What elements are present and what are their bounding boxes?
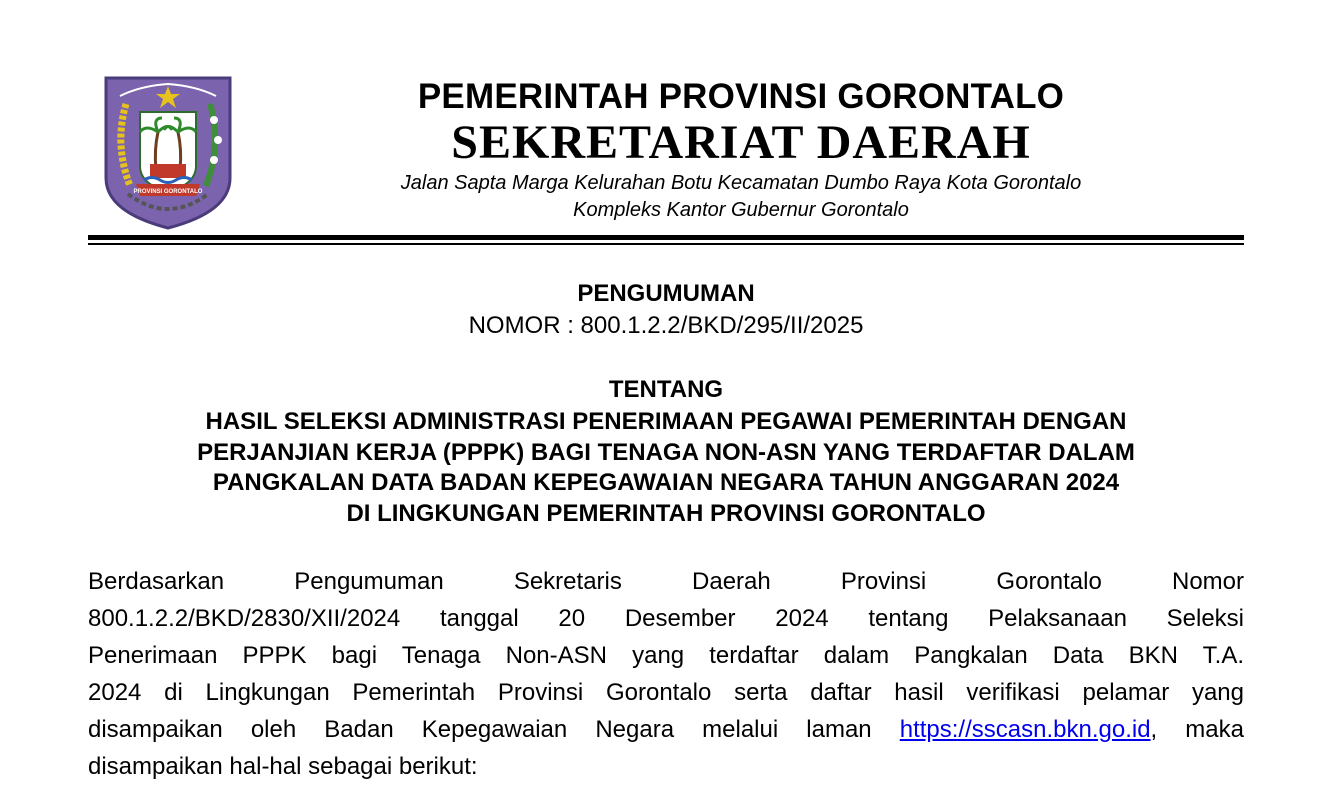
body-text: disampaikan oleh Badan Kepegawaian Negara melalui laman (88, 716, 900, 743)
body-text: , maka (1150, 716, 1244, 743)
gorontalo-province-coat-of-arms-icon (100, 74, 236, 230)
letterhead (250, 76, 1232, 224)
body-paragraph (88, 563, 1244, 785)
subject-line: PERJANJIAN KERJA (PPPK) BAGI TENAGA NON-ASN YANG TERDAFTAR DALAM (197, 438, 1135, 466)
letterhead-divider-thick (88, 235, 1244, 240)
government-name: PEMERINTAH PROVINSI GORONTALO (417, 77, 1065, 116)
announcement-title: PENGUMUMAN (577, 280, 755, 307)
about-label: TENTANG (608, 376, 724, 403)
body-line: Berdasarkan Pengumuman Sekretaris Daerah Provinsi Gorontalo Nomor (88, 568, 1244, 595)
body-line: 2024 di Lingkungan Pemerintah Provinsi Gorontalo serta daftar hasil verifikasi pelamar yang (88, 679, 1244, 706)
address-line-1: Jalan Sapta Marga Kelurahan Botu Kecamatan Dumbo Raya Kota Gorontalo (400, 172, 1082, 194)
body-line: Penerimaan PPPK bagi Tenaga Non-ASN yang terdaftar dalam Pangkalan Data BKN T.A. (88, 642, 1244, 669)
subject-line: DI LINGKUNGAN PEMERINTAH PROVINSI GORONTALO (346, 499, 986, 527)
office-name: SEKRETARIAT DAERAH (451, 116, 1031, 169)
body-line: disampaikan hal-hal sebagai berikut: (88, 753, 478, 780)
subject-line: PANGKALAN DATA BADAN KEPEGAWAIAN NEGARA TAHUN ANGGARAN 2024 (212, 469, 1120, 496)
sscasn-link[interactable]: https://sscasn.bkn.go.id (899, 716, 1151, 743)
svg-text:PROVINSI GORONTALO: PROVINSI GORONTALO (133, 189, 203, 195)
announcement-number: NOMOR : 800.1.2.2/BKD/295/II/2025 (468, 312, 864, 339)
announcement-subject (88, 407, 1244, 529)
body-line: 800.1.2.2/BKD/2830/XII/2024 tanggal 20 Desember 2024 tentang Pelaksanaan Seleksi (88, 605, 1244, 632)
address-line-2: Kompleks Kantor Gubernur Gorontalo (573, 199, 909, 221)
subject-line: HASIL SELEKSI ADMINISTRASI PENERIMAAN PEGAWAI PEMERINTAH DENGAN (205, 408, 1127, 435)
body-line-with-link (88, 711, 1244, 748)
letterhead-divider-thin (88, 243, 1244, 245)
